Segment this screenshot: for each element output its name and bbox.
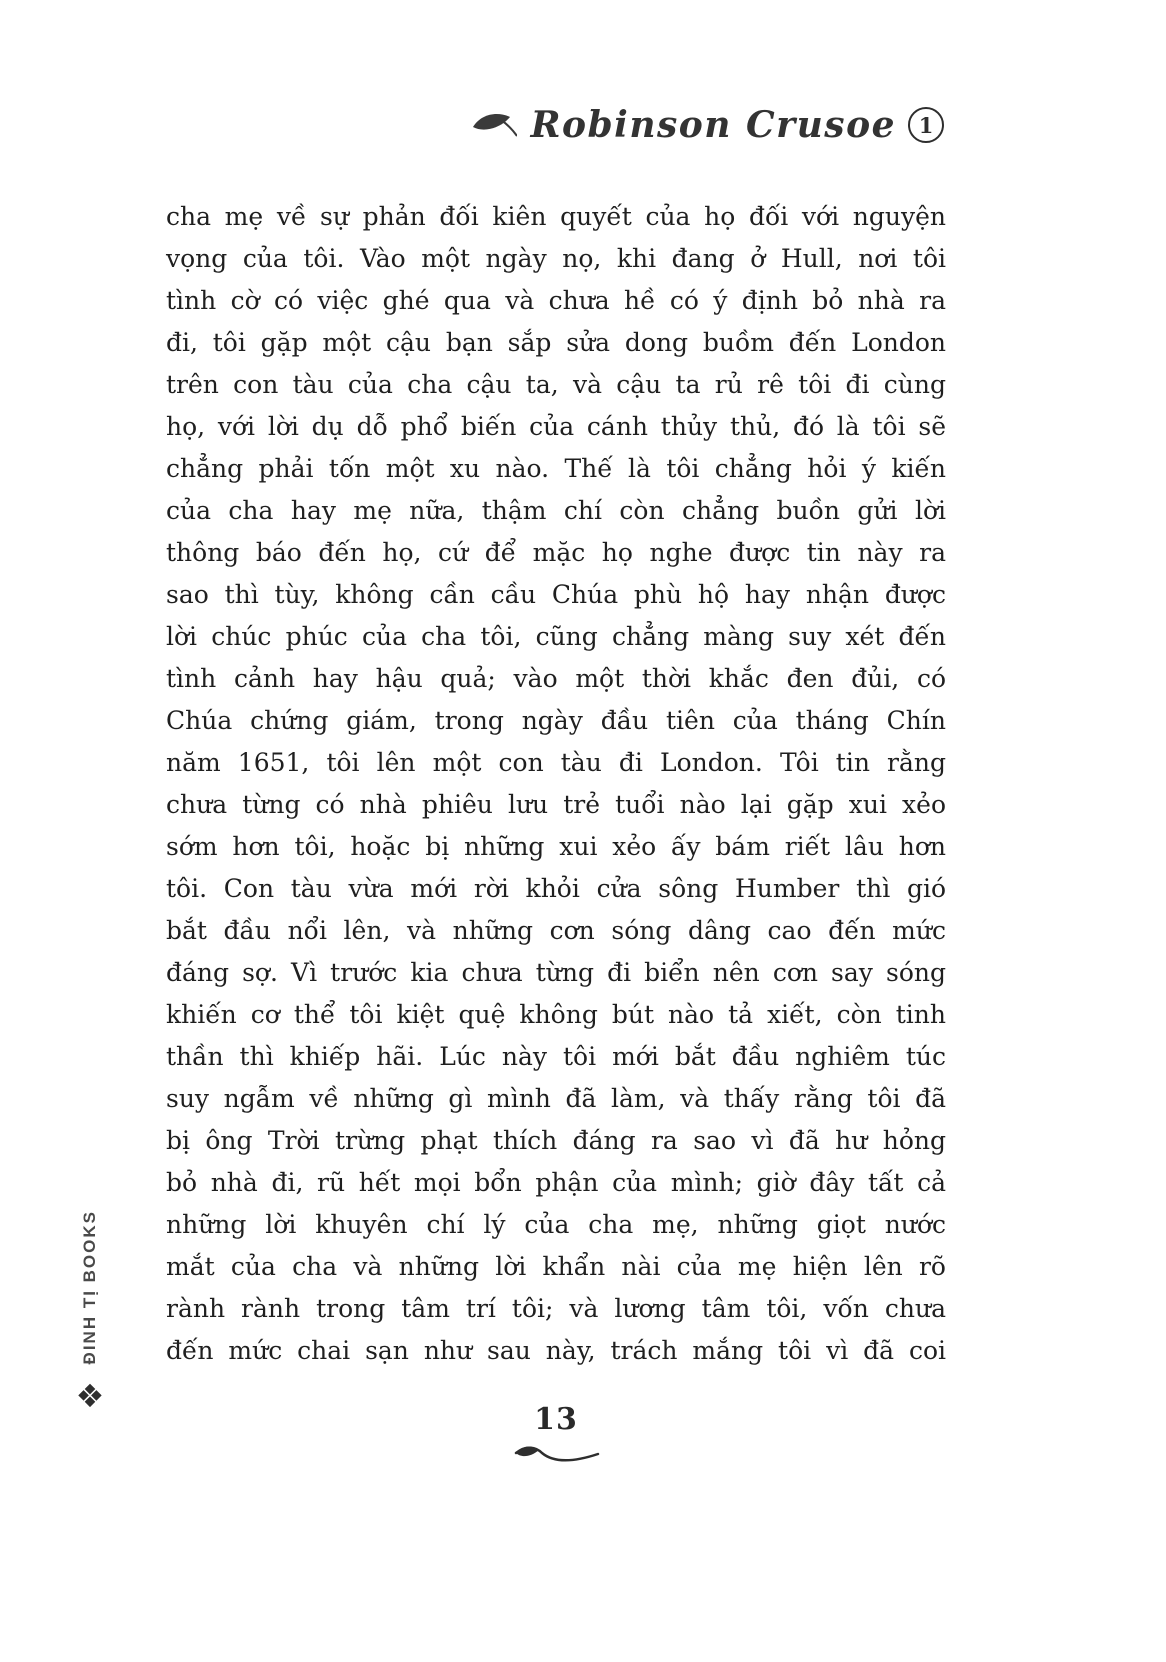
book-title: Robinson Crusoe — [530, 104, 896, 146]
text-line: sớm hơn tôi, hoặc bị những xui xẻo ấy bám riết lâu hơn — [166, 832, 946, 861]
volume-number-badge — [908, 107, 944, 143]
text-line: rành rành trong tâm trí tôi; và lương tâm tôi, vốn chưa — [166, 1294, 946, 1323]
text-line: tôi. Con tàu vừa mới rời khỏi cửa sông Humber thì gió — [166, 874, 946, 903]
text-line: họ, với lời dụ dỗ phổ biến của cánh thủy thủ, đó là tôi sẽ — [166, 412, 946, 441]
footer-flourish-icon — [166, 1443, 946, 1465]
text-line: lời chúc phúc của cha tôi, cũng chẳng màng suy xét đến — [166, 622, 946, 651]
text-line: đi, tôi gặp một cậu bạn sắp sửa dong buồm đến London — [166, 328, 946, 357]
text-line: bắt đầu nổi lên, và những cơn sóng dâng cao đến mức — [166, 916, 946, 945]
text-line: năm 1651, tôi lên một con tàu đi London. Tôi tin rằng — [166, 748, 946, 777]
text-line: những lời khuyên chí lý của cha mẹ, những giọt nước — [166, 1210, 946, 1239]
text-line: mắt của cha và những lời khẩn nài của mẹ hiện lên rõ — [166, 1252, 946, 1281]
text-line: thông báo đến họ, cứ để mặc họ nghe được tin này ra — [166, 538, 946, 567]
text-line: sao thì tùy, không cần cầu Chúa phù hộ hay nhận được — [166, 580, 946, 609]
text-line: cha mẹ về sự phản đối kiên quyết của họ đối với nguyện — [166, 202, 946, 231]
text-line: thần thì khiếp hãi. Lúc này tôi mới bắt đầu nghiêm túc — [166, 1042, 946, 1071]
text-line: đến mức chai sạn như sau này, trách mắng tôi vì đã coi — [166, 1336, 946, 1365]
volume-number: 1 — [918, 112, 934, 138]
page-number: 13 — [534, 1402, 578, 1437]
text-line: tình cờ có việc ghé qua và chưa hề có ý định bỏ nhà ra — [166, 286, 946, 315]
publisher-logo-icon: ❖ — [75, 1377, 105, 1416]
text-line: bỏ nhà đi, rũ hết mọi bổn phận của mình; giờ đây tất cả — [166, 1168, 946, 1197]
text-line: đáng sợ. Vì trước kia chưa từng đi biển nên cơn say sóng — [166, 958, 946, 987]
page-header — [471, 104, 944, 146]
publisher-sidebar — [68, 1210, 112, 1416]
text-line: tình cảnh hay hậu quả; vào một thời khắc đen đủi, có — [166, 664, 946, 693]
text-line: chẳng phải tốn một xu nào. Thế là tôi chẳng hỏi ý kiến — [166, 454, 946, 483]
text-line: khiến cơ thể tôi kiệt quệ không bút nào tả xiết, còn tinh — [166, 1000, 946, 1029]
text-line: trên con tàu của cha cậu ta, và cậu ta rủ rê tôi đi cùng — [166, 370, 946, 399]
publisher-name: ĐINH TỊ BOOKS — [80, 1210, 99, 1365]
text-line: của cha hay mẹ nữa, thậm chí còn chẳng buồn gửi lời — [166, 496, 946, 525]
text-line: Chúa chứng giám, trong ngày đầu tiên của tháng Chín — [166, 706, 946, 735]
text-line: vọng của tôi. Vào một ngày nọ, khi đang ở Hull, nơi tôi — [166, 244, 946, 273]
text-line: suy ngẫm về những gì mình đã làm, và thấy rằng tôi đã — [166, 1084, 946, 1113]
leaf-ornament-icon — [471, 110, 517, 140]
text-line: bị ông Trời trừng phạt thích đáng ra sao vì đã hư hỏng — [166, 1126, 946, 1155]
body-text — [166, 196, 946, 1372]
page-footer — [166, 1402, 946, 1465]
text-line: chưa từng có nhà phiêu lưu trẻ tuổi nào lại gặp xui xẻo — [166, 790, 946, 819]
